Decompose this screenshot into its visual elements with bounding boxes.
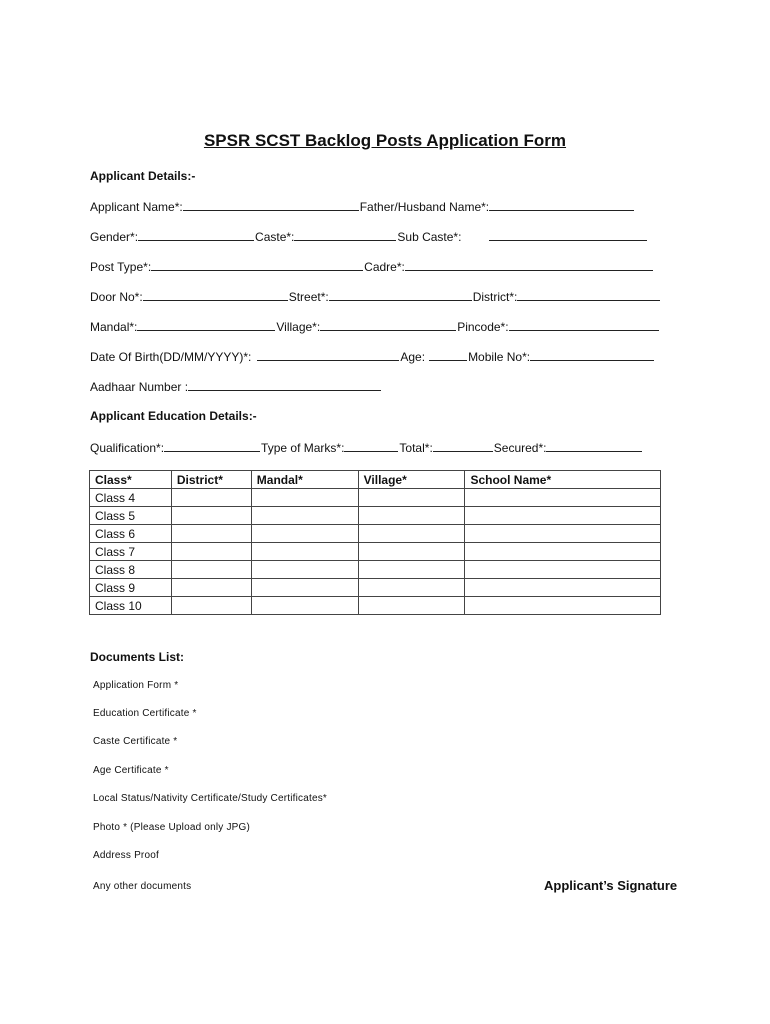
col-class-header: Class* [90,471,172,489]
qualification-label: Qualification*: [90,441,165,455]
table-row [90,579,661,597]
door-no-field[interactable] [143,289,288,301]
village-label: Village*: [276,320,321,334]
street-field[interactable] [329,289,472,301]
table-row [90,507,661,525]
applicant-name-field[interactable] [183,199,359,211]
secured-label: Secured*: [493,441,547,455]
row-applicant-name [90,199,635,214]
district-label: District*: [472,290,518,304]
gender-label: Gender*: [90,230,139,244]
age-label: Age: [400,350,426,364]
col-mandal-header: Mandal* [251,471,358,489]
applicant-details-heading: Applicant Details:- [90,169,196,183]
district-cell[interactable] [171,525,251,543]
door-no-label: Door No*: [90,290,143,304]
mandal-cell[interactable] [251,543,358,561]
education-table [89,470,661,615]
gender-field[interactable] [138,229,254,241]
mandal-cell[interactable] [251,597,358,615]
education-details-heading: Applicant Education Details:- [90,409,257,423]
dob-label: Date Of Birth(DD/MM/YYYY)*: [90,350,252,364]
type-of-marks-label: Type of Marks*: [261,441,345,455]
applicant-name-label: Applicant Name*: [90,200,183,214]
col-district-header: District* [171,471,251,489]
village-cell[interactable] [358,597,465,615]
document-item-address-proof: Address Proof [93,850,159,861]
village-cell[interactable] [358,579,465,597]
post-type-field[interactable] [151,259,363,271]
row-qualification [90,440,643,455]
mobile-label: Mobile No*: [468,350,531,364]
class-cell: Class 5 [90,507,172,525]
mandal-cell[interactable] [251,525,358,543]
village-cell[interactable] [358,489,465,507]
cadre-label: Cadre*: [364,260,405,274]
total-label: Total*: [399,441,433,455]
row-dob-age-mobile [90,349,655,364]
village-cell[interactable] [358,561,465,579]
sub-caste-field[interactable] [489,229,647,241]
form-title: SPSR SCST Backlog Posts Application Form [203,131,567,150]
type-of-marks-field[interactable] [344,440,398,452]
caste-label: Caste*: [255,230,295,244]
secured-field[interactable] [546,440,642,452]
class-cell: Class 4 [90,489,172,507]
class-cell: Class 9 [90,579,172,597]
class-cell: Class 7 [90,543,172,561]
mobile-field[interactable] [530,349,654,361]
school-name-cell[interactable] [465,579,661,597]
applicant-signature-label: Applicant’s Signature [544,878,678,893]
district-cell[interactable] [171,579,251,597]
table-row [90,561,661,579]
mandal-cell[interactable] [251,579,358,597]
row-post-cadre [90,259,654,274]
table-row [90,489,661,507]
dob-field[interactable] [257,349,399,361]
father-husband-name-label: Father/Husband Name*: [359,200,490,214]
table-row [90,597,661,615]
pincode-label: Pincode*: [457,320,509,334]
post-type-label: Post Type*: [90,260,152,274]
school-name-cell[interactable] [465,597,661,615]
document-item-education-certificate: Education Certificate * [93,708,197,719]
cadre-field[interactable] [405,259,653,271]
village-cell[interactable] [358,507,465,525]
aadhaar-field[interactable] [188,379,381,391]
school-name-cell[interactable] [465,543,661,561]
age-field[interactable] [429,349,467,361]
pincode-field[interactable] [509,319,659,331]
village-cell[interactable] [358,525,465,543]
document-item-age-certificate: Age Certificate * [93,765,169,776]
mandal-cell[interactable] [251,561,358,579]
qualification-field[interactable] [164,440,260,452]
row-address-1 [90,289,661,304]
class-cell: Class 6 [90,525,172,543]
mandal-cell[interactable] [251,507,358,525]
mandal-field[interactable] [137,319,275,331]
street-label: Street*: [288,290,329,304]
district-cell[interactable] [171,507,251,525]
document-item-photo: Photo * (Please Upload only JPG) [93,822,251,833]
mandal-cell[interactable] [251,489,358,507]
sub-caste-label: Sub Caste*: [397,230,462,244]
document-item-other: Any other documents [93,881,192,892]
col-school-name-header: School Name* [465,471,661,489]
district-field[interactable] [517,289,660,301]
district-cell[interactable] [171,543,251,561]
school-name-cell[interactable] [465,507,661,525]
mandal-label: Mandal*: [90,320,138,334]
aadhaar-label: Aadhaar Number : [90,380,189,394]
caste-field[interactable] [294,229,396,241]
documents-list-heading: Documents List: [90,650,185,664]
table-row [90,525,661,543]
row-gender-caste [90,229,648,244]
school-name-cell[interactable] [465,489,661,507]
school-name-cell[interactable] [465,525,661,543]
document-item-local-status: Local Status/Nativity Certificate/Study Certificates* [93,793,328,804]
row-aadhaar [90,379,382,394]
district-cell[interactable] [171,597,251,615]
total-field[interactable] [433,440,493,452]
row-address-2 [90,319,660,334]
village-cell[interactable] [358,543,465,561]
village-field[interactable] [320,319,456,331]
table-row [90,543,661,561]
table-header-row [90,471,661,489]
class-cell: Class 8 [90,561,172,579]
col-village-header: Village* [358,471,465,489]
school-name-cell[interactable] [465,561,661,579]
class-cell: Class 10 [90,597,172,615]
document-item-application-form: Application Form * [93,680,179,691]
district-cell[interactable] [171,489,251,507]
district-cell[interactable] [171,561,251,579]
document-item-caste-certificate: Caste Certificate * [93,736,178,747]
father-husband-name-field[interactable] [489,199,634,211]
